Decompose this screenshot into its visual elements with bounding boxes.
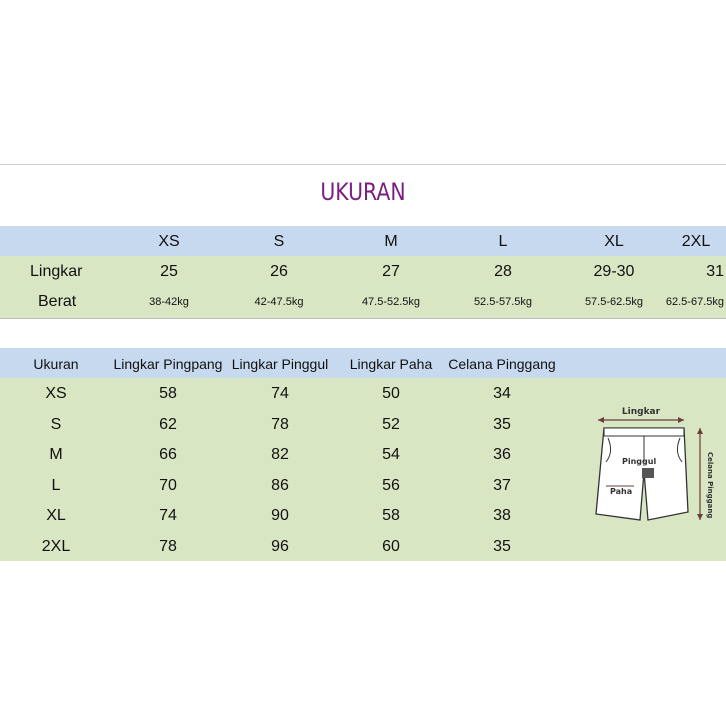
table-cell: 38-42kg — [149, 296, 189, 308]
table-cell: 62 — [159, 415, 177, 433]
table-cell: 50 — [382, 385, 400, 402]
table-cell: 47.5-52.5kg — [361, 296, 421, 308]
table-cell: 36 — [493, 446, 511, 464]
size-label: S — [50, 415, 62, 433]
size-header: S — [273, 233, 285, 250]
table-cell: 58 — [382, 507, 400, 525]
label-celana-pinggang: Celana Pinggang — [706, 452, 714, 519]
table-gap — [0, 318, 726, 348]
table-cell: 78 — [271, 415, 289, 433]
table-cell: 74 — [159, 507, 177, 525]
size-header: XS — [158, 233, 180, 250]
table-cell: 54 — [382, 446, 400, 464]
size-header: XL — [604, 233, 624, 250]
label-pinggul: Pinggul — [622, 457, 657, 466]
table-cell: 38 — [493, 507, 511, 525]
size-header: 2XL — [681, 233, 711, 250]
label-paha: Paha — [610, 487, 633, 496]
table-cell: 25 — [160, 263, 178, 280]
table-cell: 60 — [382, 538, 400, 555]
size-header: L — [498, 233, 508, 250]
table-cell: 35 — [493, 415, 511, 433]
page-title: UKURAN — [320, 178, 406, 206]
size-label: 2XL — [41, 538, 71, 555]
table-cell: 96 — [271, 538, 289, 555]
table-cell: 35 — [493, 538, 511, 555]
table-cell: 27 — [382, 263, 400, 280]
size-label: XS — [45, 385, 67, 402]
table-cell: 31 — [706, 263, 724, 280]
table-cell: 42-47.5kg — [254, 296, 304, 308]
table-cell: 26 — [270, 263, 288, 280]
table-cell: 86 — [271, 476, 289, 494]
table-cell: 78 — [159, 538, 177, 555]
divider — [0, 318, 726, 319]
column-header: Lingkar Pingpang — [113, 356, 223, 372]
table-cell: 37 — [493, 476, 511, 494]
table-cell: 52.5-57.5kg — [473, 296, 533, 308]
shorts-diagram — [584, 402, 726, 542]
table-cell: 57.5-62.5kg — [584, 296, 644, 308]
table-cell: 58 — [159, 385, 177, 402]
table-cell: 90 — [271, 507, 289, 525]
label-lingkar: Lingkar — [621, 407, 661, 417]
table-cell: 66 — [159, 446, 177, 464]
table-cell: 74 — [271, 385, 289, 402]
table-cell: 29-30 — [593, 263, 635, 280]
column-header: Lingkar Paha — [349, 356, 433, 372]
table-cell: 28 — [494, 263, 512, 280]
size-label: XL — [46, 507, 66, 525]
size-label: L — [51, 476, 61, 494]
row-label: Lingkar — [30, 263, 83, 280]
size-header: M — [384, 233, 398, 250]
row-label: Berat — [38, 293, 77, 310]
table-cell: 52 — [382, 415, 400, 433]
column-header: Celana Pinggang — [448, 356, 556, 372]
column-header: Lingkar Pinggul — [231, 356, 329, 372]
size-label: M — [49, 446, 63, 464]
table-cell: 70 — [159, 476, 177, 494]
table-cell: 82 — [271, 446, 289, 464]
column-header: Ukuran — [33, 356, 79, 372]
table-cell: 56 — [382, 476, 400, 494]
table-cell: 62.5-67.5kg — [665, 296, 724, 308]
shorts-pocket — [642, 468, 654, 478]
table-cell: 34 — [493, 385, 511, 402]
